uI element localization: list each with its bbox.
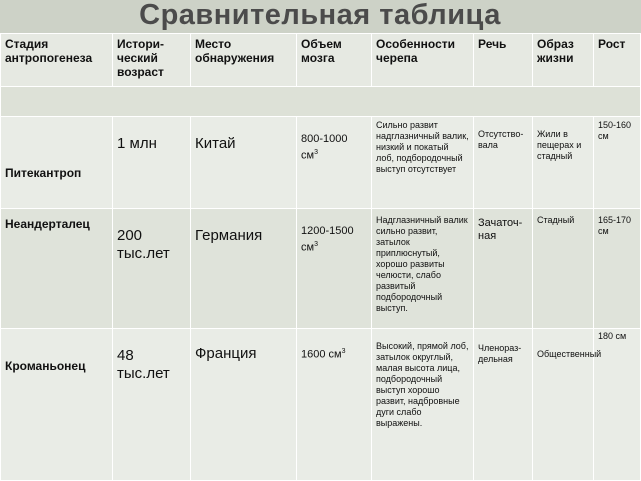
age-cell: 48 тыс.лет (113, 329, 191, 481)
header-age: Истори-ческий возраст (113, 34, 191, 87)
brain-cell (297, 117, 372, 209)
page-title: Сравнительная таблица (139, 0, 501, 31)
life-cell: Жили в пещерах и стадный (533, 117, 594, 209)
age-cell: 1 млн (113, 117, 191, 209)
header-row (1, 34, 641, 87)
place-cell: Китай (191, 117, 297, 209)
place-cell: Франция (191, 329, 297, 481)
life-cell: Общественный (533, 329, 594, 481)
header-brain: Объем мозга (297, 34, 372, 87)
height-cell: 165-170 см (594, 209, 641, 329)
header-speech: Речь (474, 34, 533, 87)
brain-value: 1600 см (301, 348, 342, 361)
header-skull: Особенности черепа (372, 34, 474, 87)
header-place: Место обнаружения (191, 34, 297, 87)
place-cell: Германия (191, 209, 297, 329)
skull-cell: Высокий, прямой лоб, затылок округлый, малая высота лица, подбородочный выступ хорошо развит, надбровные дуги слабо выражены. (372, 329, 474, 481)
spacer-cell (1, 87, 641, 117)
speech-cell: Зачаточ-ная (474, 209, 533, 329)
table-row (1, 209, 641, 329)
brain-value: 800-1000 см (301, 133, 348, 162)
brain-unit-sup: 3 (314, 241, 318, 248)
header-height: Рост (594, 34, 641, 87)
brain-cell (297, 329, 372, 481)
life-cell: Стадный (533, 209, 594, 329)
spacer-row (1, 87, 641, 117)
height-cell: 150-160 см (594, 117, 641, 209)
brain-cell (297, 209, 372, 329)
header-stage: Стадия антропогенеза (1, 34, 113, 87)
comparison-table (0, 33, 641, 481)
height-cell: 180 см (594, 329, 641, 481)
header-life: Образ жизни (533, 34, 594, 87)
stage-cell: Неандерталец (1, 209, 113, 329)
stage-cell: Питекантроп (1, 117, 113, 209)
skull-cell: Надглазничный валик сильно развит, затылок приплюснутый, хорошо развиты челюсти, слабо развитый подбородочный выступ. (372, 209, 474, 329)
speech-cell: Членораз-дельная (474, 329, 533, 481)
skull-cell: Сильно развит надглазничный валик, низкий и покатый лоб, подбородочный выступ отсутствует (372, 117, 474, 209)
age-cell: 200 тыс.лет (113, 209, 191, 329)
table-row (1, 117, 641, 209)
brain-unit-sup: 3 (341, 348, 346, 355)
table-row (1, 329, 641, 481)
speech-cell: Отсутство-вала (474, 117, 533, 209)
brain-value: 1200-1500 см (301, 225, 354, 254)
brain-unit-sup: 3 (314, 149, 318, 156)
stage-cell: Кроманьонец (1, 329, 113, 481)
